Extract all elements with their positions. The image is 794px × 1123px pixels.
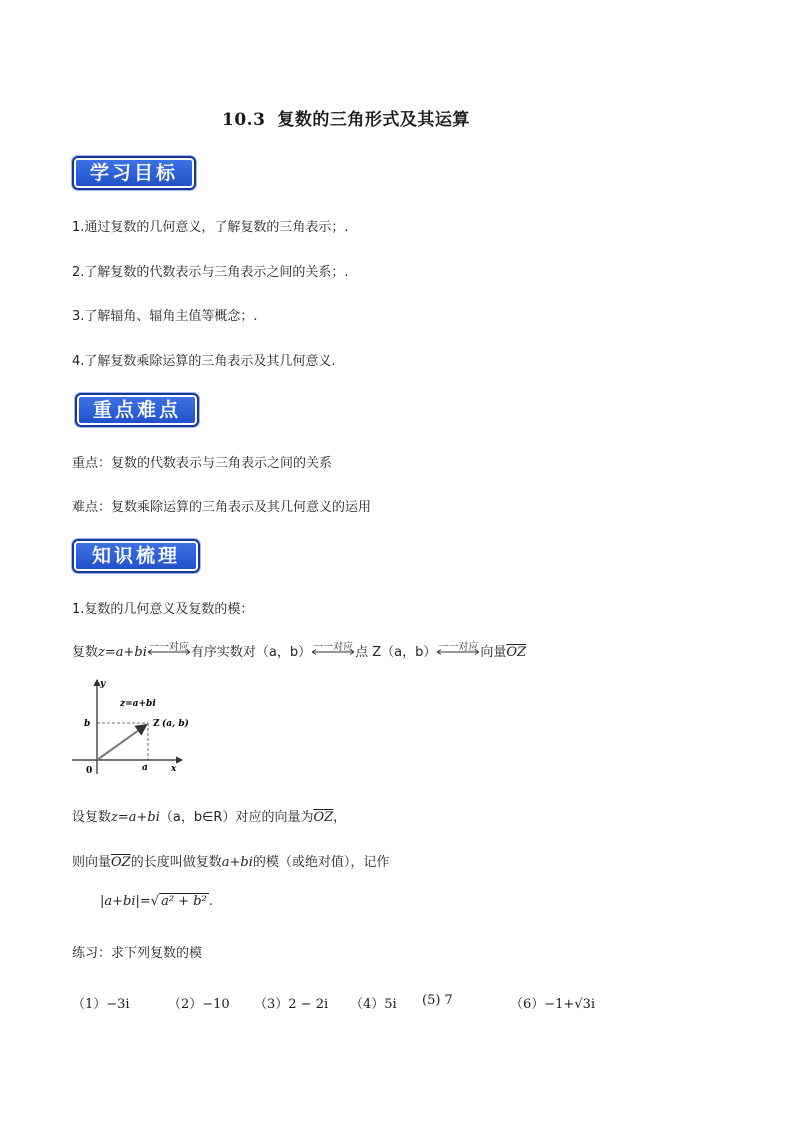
chain-prefix: 复数	[72, 645, 99, 660]
a-label: a	[142, 763, 148, 773]
definition-line-1	[72, 806, 346, 825]
section-number: 10.3	[222, 110, 266, 130]
banner-label: 重点难点	[92, 399, 181, 421]
def2-pre: 则向量	[72, 855, 112, 870]
banner-learning-goals	[72, 156, 196, 190]
banner-label: 知识梳理	[91, 545, 180, 567]
chain-pair: 有序实数对（a，b）	[190, 645, 312, 660]
exercise-item: （1）−3i	[72, 997, 130, 1012]
chain-point: 点 Z（a，b）	[355, 645, 437, 660]
def1-expr: z=a+bi	[111, 810, 160, 825]
def1-post: ，	[333, 810, 347, 825]
chain-vector-label: 向量	[480, 645, 507, 660]
goal-item: 3.了解辐角、辐角主值等概念；.	[72, 309, 258, 324]
double-arrow-icon	[436, 638, 480, 653]
y-label: y	[100, 679, 106, 689]
modulus-formula	[100, 894, 213, 909]
double-arrow-icon	[147, 638, 191, 653]
point-label: Z	[153, 719, 160, 729]
def2-mid: 的长度叫做复数	[130, 855, 222, 870]
knowledge-heading: 1.复数的几何意义及复数的模：	[72, 602, 254, 617]
page-title	[222, 105, 470, 130]
banner-label: 学习目标	[89, 162, 178, 184]
b-label: b	[84, 719, 91, 729]
key-point-text: 重点：复数的代数表示与三角表示之间的关系	[72, 456, 333, 471]
definition-line-2	[72, 851, 389, 870]
def2-post: 的模（或绝对值），记作	[252, 855, 390, 870]
vector-oz	[97, 725, 146, 760]
def1-cond: （a，b∈R）对应的向量为	[159, 810, 314, 825]
exercise-item: (5) 7	[422, 993, 453, 1008]
complex-plane-diagram	[70, 676, 190, 776]
formula-radicand: a² + b²	[161, 894, 207, 909]
banner-key-points	[75, 393, 199, 427]
sqrt-icon: √	[150, 894, 160, 909]
formula-end: .	[208, 894, 213, 909]
arrow-label: 一一对应	[148, 642, 189, 653]
x-label: x	[171, 764, 177, 774]
goal-item: 1.通过复数的几何意义，了解复数的三角表示；.	[72, 220, 349, 235]
def1-vector: $\overline{OZ}$	[313, 810, 334, 825]
formula-lhs: |a+bi|=	[100, 894, 151, 909]
def2-expr: a+bi	[221, 855, 253, 870]
practice-heading: 练习：求下列复数的模	[72, 946, 203, 961]
difficult-point-text: 难点：复数乘除运算的三角表示及其几何意义的运用	[72, 500, 372, 515]
arrow-label: 一一对应	[313, 642, 354, 653]
equation-label: z=a+bi	[120, 699, 156, 709]
chain-z-expr: z=a+bi	[98, 645, 147, 660]
point-coords: (a, b)	[162, 719, 189, 729]
chain-vector-name: $\overline{OZ}$	[506, 645, 527, 660]
correspondence-chain	[72, 641, 526, 660]
exercise-item: （2）−10	[168, 997, 230, 1012]
exercise-item: （3）2 − 2i	[254, 997, 329, 1012]
def2-vector: $\overline{OZ}$	[111, 855, 131, 870]
origin-label: 0	[86, 766, 93, 776]
goal-item: 2.了解复数的代数表示与三角表示之间的关系；.	[72, 265, 349, 280]
double-arrow-icon	[311, 638, 355, 653]
arrow-label: 一一对应	[438, 642, 479, 653]
title-text: 复数的三角形式及其运算	[277, 110, 470, 130]
goal-item: 4.了解复数乘除运算的三角表示及其几何意义.	[72, 354, 336, 369]
banner-knowledge-review	[72, 539, 200, 573]
exercise-item: （4）5i	[350, 997, 397, 1012]
exercise-item: （6）−1+√3i	[510, 997, 596, 1012]
def1-pre: 设复数	[72, 810, 112, 825]
